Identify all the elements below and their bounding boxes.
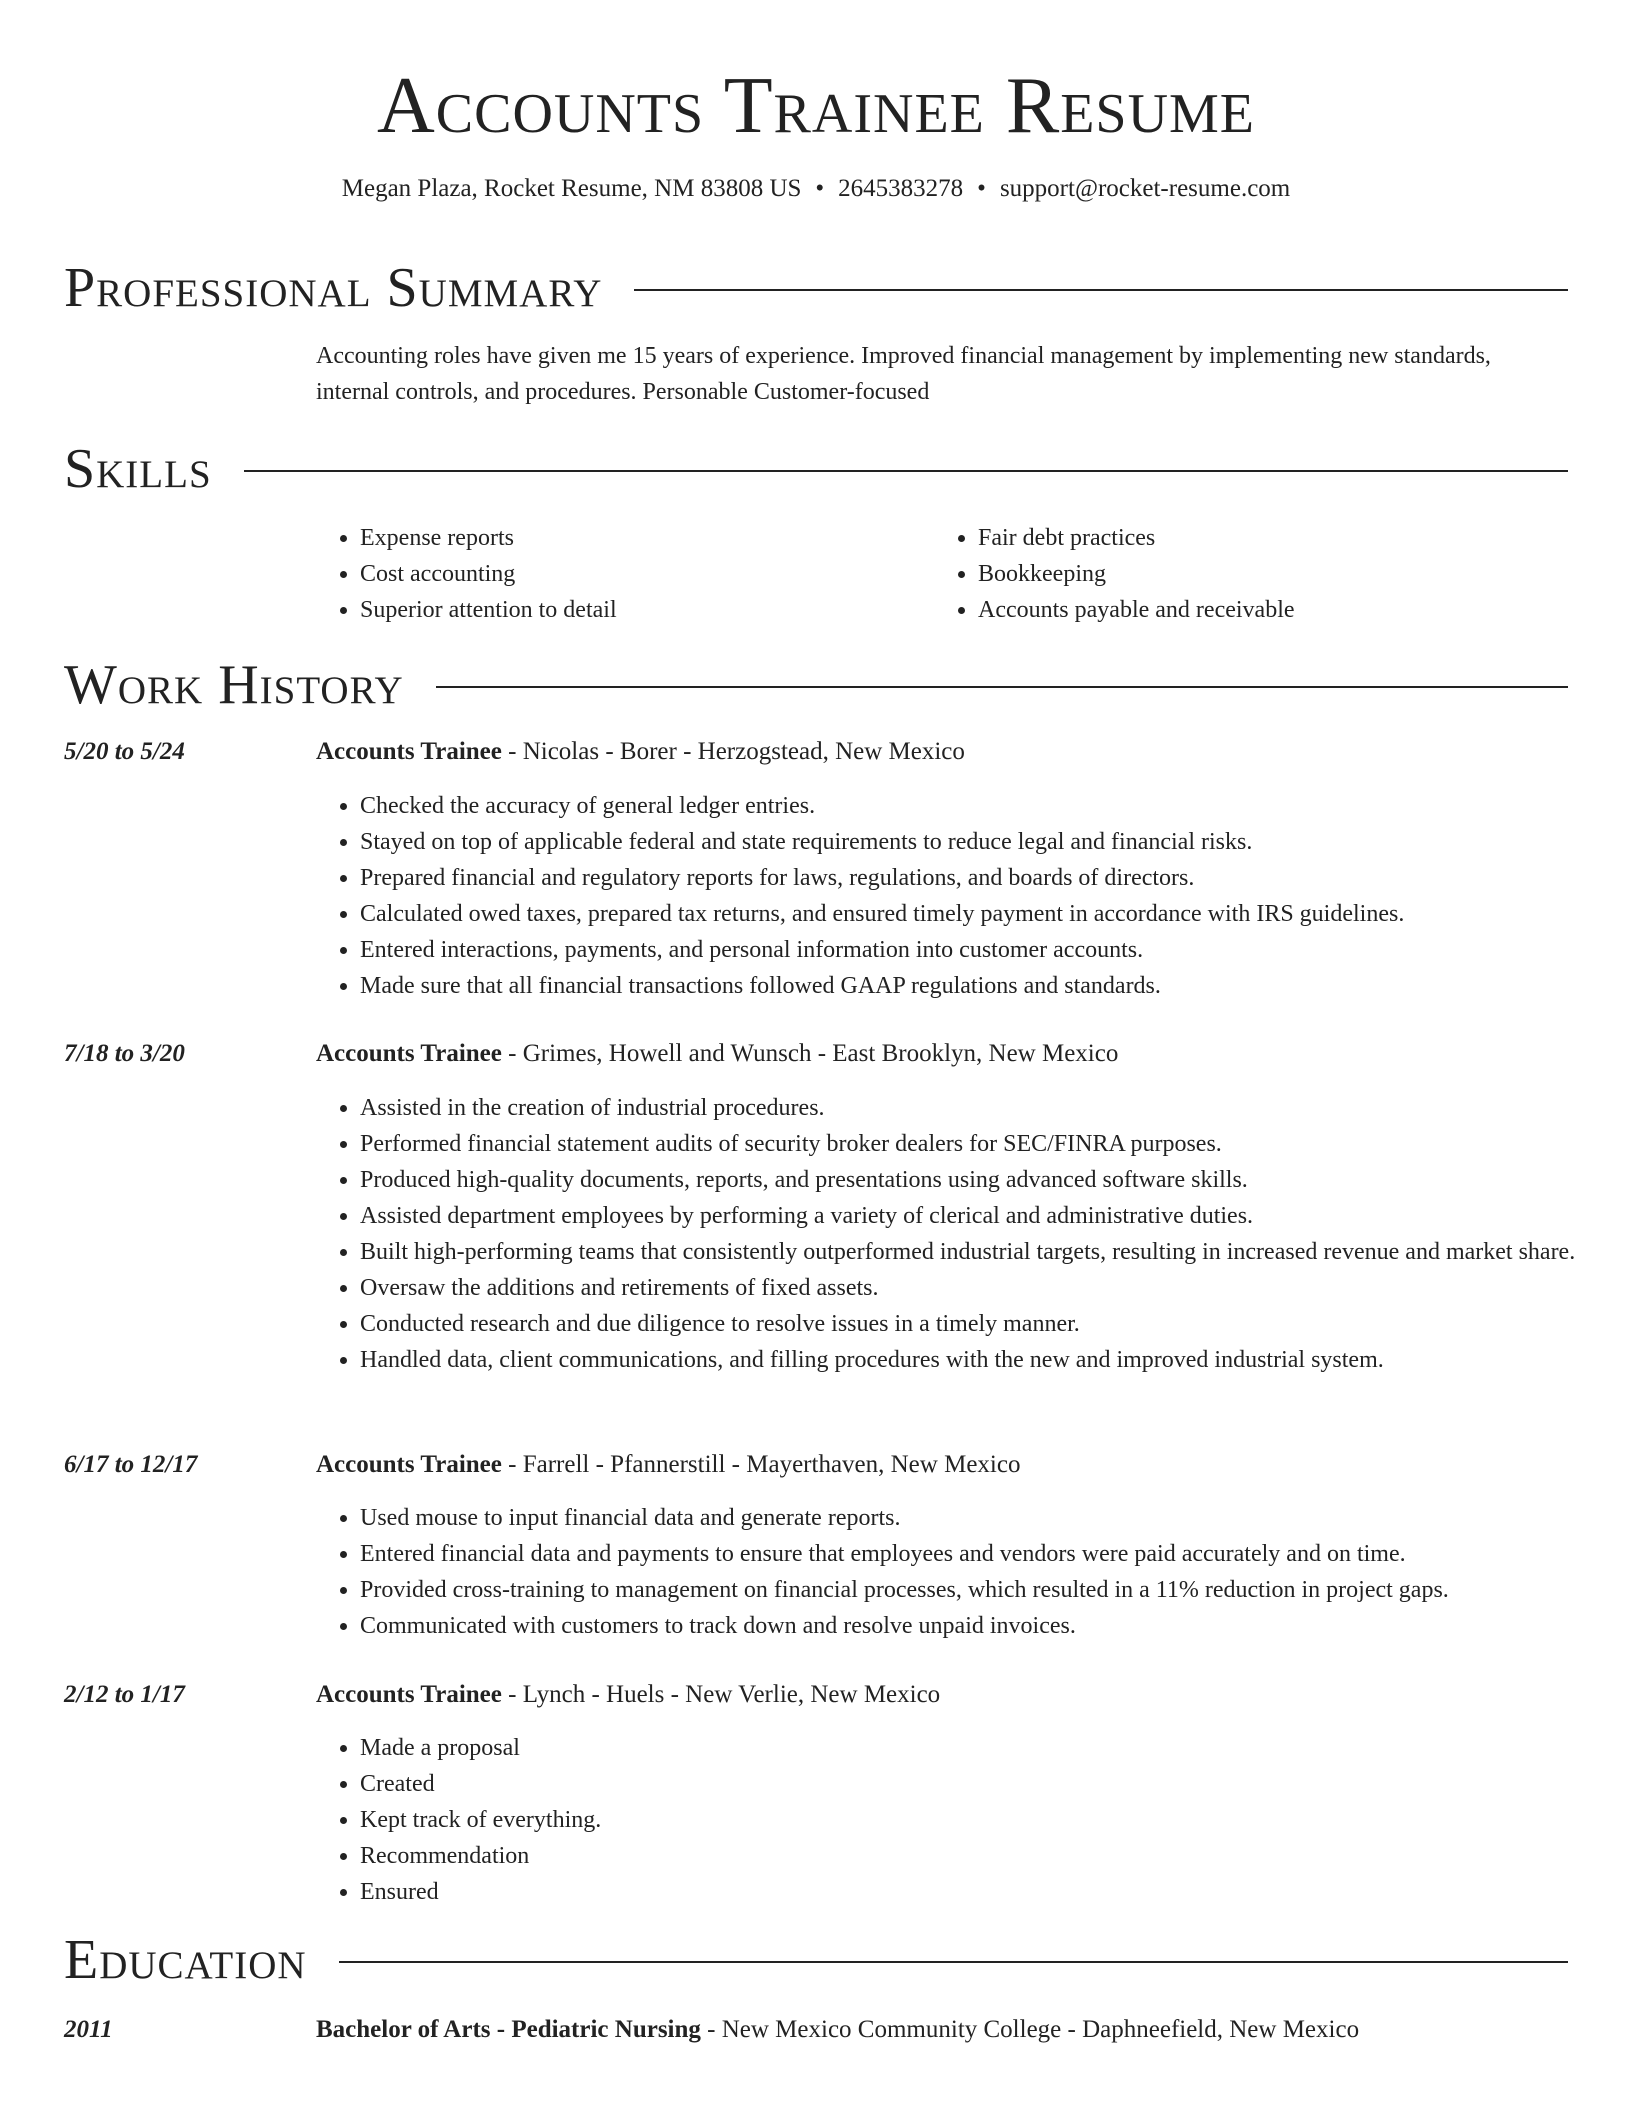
job-duty: • Produced high-quality documents, reports, and presentations using advanced software skills. — [360, 1162, 1576, 1198]
job-duty: • Recommendation — [360, 1838, 1576, 1874]
job-duty: • Provided cross-training to management on financial processes, which resulted in a 11% reduction in project gaps. — [360, 1572, 1576, 1608]
section-header-summary — [64, 253, 1568, 323]
job-header — [316, 1677, 1576, 1713]
section-divider — [339, 1961, 1568, 1963]
education-year: 2011 — [64, 2016, 113, 2043]
skills-column-left — [316, 520, 876, 628]
skill-item: • Expense reports — [360, 520, 876, 556]
job-duty: • Assisted department employees by performing a variety of clerical and administrative duties. — [360, 1198, 1576, 1234]
job-duty: • Oversaw the additions and retirements of fixed assets. — [360, 1270, 1576, 1306]
job-title: Accounts Trainee — [316, 1040, 502, 1067]
education-entry — [316, 2012, 1576, 2048]
job-header — [316, 1036, 1576, 1072]
job-employer: - Lynch - Huels - New Verlie, New Mexico — [501, 1681, 941, 1708]
job-dates: 6/17 to 12/17 — [64, 1451, 198, 1478]
skills-list — [934, 520, 1494, 628]
section-title-summary: Professional Summary — [64, 257, 603, 319]
job-title: Accounts Trainee — [316, 738, 502, 765]
skill-item: • Superior attention to detail — [360, 592, 876, 628]
section-title-work-history: Work History — [64, 654, 404, 716]
summary-text: Accounting roles have given me 15 years of experience. Improved financial management by implementing new standards, internal controls, and procedures. Personable Customer-focused — [316, 343, 1491, 405]
section-divider — [244, 470, 1568, 472]
job-header — [316, 734, 1576, 770]
skill-item: • Accounts payable and receivable — [978, 592, 1494, 628]
skills-list — [316, 520, 876, 628]
job-duty: • Calculated owed taxes, prepared tax returns, and ensured timely payment in accordance with IRS guidelines. — [360, 896, 1576, 932]
job-dates: 5/20 to 5/24 — [64, 738, 185, 765]
contact-separator: • — [815, 175, 825, 202]
job-duties — [316, 1730, 1576, 1910]
job-duty: • Handled data, client communications, and filling procedures with the new and improved industrial system. — [360, 1342, 1576, 1378]
job-duty: • Conducted research and due diligence to resolve issues in a timely manner. — [360, 1306, 1576, 1342]
job-duty: • Communicated with customers to track down and resolve unpaid invoices. — [360, 1608, 1576, 1644]
job-duty: • Performed financial statement audits of security broker dealers for SEC/FINRA purposes. — [360, 1126, 1576, 1162]
section-divider — [436, 686, 1568, 688]
job-duty: • Made a proposal — [360, 1730, 1576, 1766]
job-duties — [316, 1090, 1576, 1378]
section-header-skills — [64, 434, 1568, 504]
job-duty: • Prepared financial and regulatory reports for laws, regulations, and boards of directors. — [360, 860, 1576, 896]
job-duty: • Ensured — [360, 1874, 1576, 1910]
job-dates: 7/18 to 3/20 — [64, 1040, 185, 1067]
section-header-work-history — [64, 650, 1568, 720]
skill-item: • Cost accounting — [360, 556, 876, 592]
job-duty: • Assisted in the creation of industrial procedures. — [360, 1090, 1576, 1126]
contact-address: Megan Plaza, Rocket Resume, NM 83808 US — [341, 175, 802, 202]
job-duties — [316, 1500, 1576, 1644]
job-duty: • Entered interactions, payments, and personal information into customer accounts. — [360, 932, 1576, 968]
job-duty: • Entered financial data and payments to ensure that employees and vendors were paid accurately and on time. — [360, 1536, 1576, 1572]
contact-phone: 2645383278 — [838, 175, 964, 202]
skills-column-right — [934, 520, 1494, 628]
section-header-education — [64, 1925, 1568, 1995]
contact-email: support@rocket-resume.com — [999, 175, 1291, 202]
job-duty: • Created — [360, 1766, 1576, 1802]
job-employer: - Grimes, Howell and Wunsch - East Brooklyn, New Mexico — [501, 1040, 1119, 1067]
education-school: - New Mexico Community College - Daphneefield, New Mexico — [700, 2016, 1360, 2043]
job-duty: • Used mouse to input financial data and generate reports. — [360, 1500, 1576, 1536]
skill-item: • Fair debt practices — [978, 520, 1494, 556]
job-duty: • Made sure that all financial transactions followed GAAP regulations and standards. — [360, 968, 1576, 1004]
job-header — [316, 1447, 1576, 1483]
job-duty: • Checked the accuracy of general ledger entries. — [360, 788, 1576, 824]
job-employer: - Farrell - Pfannerstill - Mayerthaven, New Mexico — [501, 1451, 1021, 1478]
contact-line — [0, 172, 1632, 206]
skill-item: • Bookkeeping — [978, 556, 1494, 592]
education-degree: Bachelor of Arts - Pediatric Nursing — [316, 2016, 701, 2043]
section-title-skills: Skills — [64, 438, 212, 500]
job-duty: • Built high-performing teams that consistently outperformed industrial targets, resulting in increased revenue and market share. — [360, 1234, 1576, 1270]
section-divider — [634, 289, 1568, 291]
job-title: Accounts Trainee — [316, 1681, 502, 1708]
contact-separator: • — [977, 175, 986, 202]
job-dates: 2/12 to 1/17 — [64, 1681, 185, 1708]
section-title-education: Education — [64, 1929, 307, 1991]
job-duty: • Kept track of everything. — [360, 1802, 1576, 1838]
job-title: Accounts Trainee — [316, 1451, 502, 1478]
job-duty: • Stayed on top of applicable federal and state requirements to reduce legal and financial risks. — [360, 824, 1576, 860]
job-employer: - Nicolas - Borer - Herzogstead, New Mexico — [501, 738, 965, 765]
job-duties — [316, 788, 1576, 1004]
resume-title: Accounts Trainee Resume — [376, 62, 1256, 150]
